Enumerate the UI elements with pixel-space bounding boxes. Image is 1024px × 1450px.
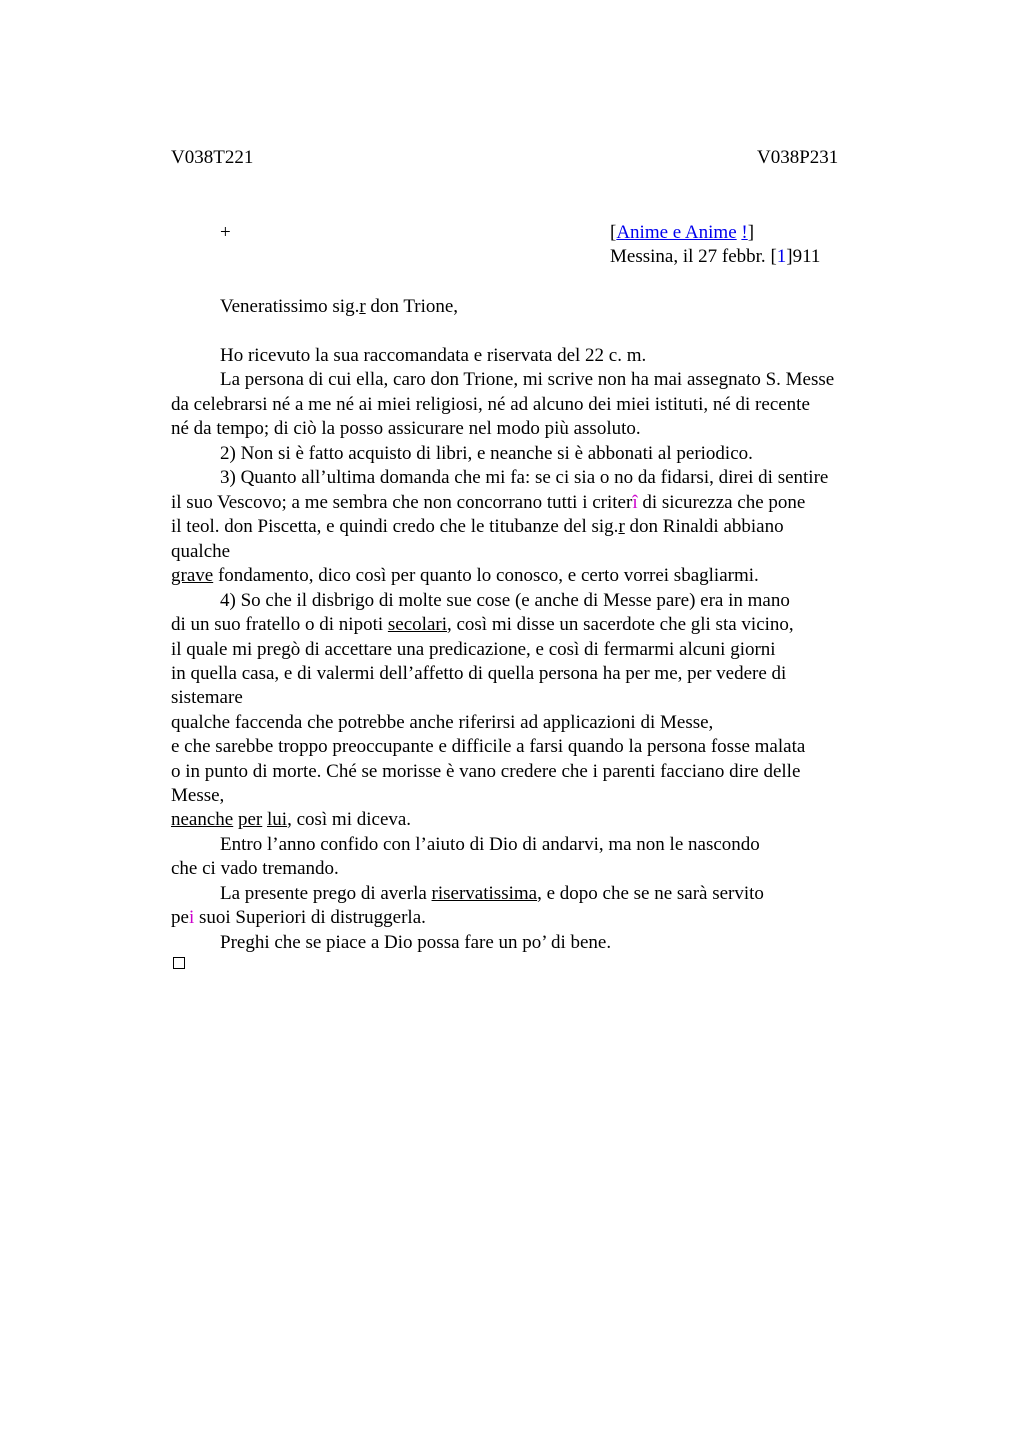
salutation [220, 295, 458, 319]
body-line: qualche faccenda che potrebbe anche riferirsi ad applicazioni di Messe, [171, 712, 714, 733]
letter-title [610, 222, 754, 244]
body-line: Ho ricevuto la sua raccomandata e riservata del 22 c. m. [220, 345, 647, 366]
text-span: , così mi diceva. [287, 809, 412, 830]
body-line [171, 808, 411, 832]
salutation-part: Veneratissimo sig. [220, 296, 360, 317]
body-line [220, 882, 764, 906]
text-span: don Rinaldi abbiano [624, 516, 784, 537]
body-line: Entro l’anno confido con l’aiuto di Dio di andarvi, ma non le nascondo [220, 834, 760, 855]
date-prefix: Messina, il 27 febbr. [610, 246, 771, 267]
salutation-part: don Trione, [365, 296, 459, 317]
salutation-superscript: r [359, 296, 366, 317]
exclaim-link[interactable]: ! [741, 222, 748, 243]
body-line: e che sarebbe troppo preoccupante e difficile a farsi quando la persona fosse malata [171, 736, 806, 757]
body-line: La persona di cui ella, caro don Trione, mi scrive non ha mai assegnato S. Messe [220, 369, 835, 390]
body-line: Messe, [171, 785, 225, 806]
body-line: che ci vado tremando. [171, 858, 339, 879]
underlined-text: neanche [171, 809, 234, 830]
body-line: qualche [171, 541, 231, 562]
underlined-text: grave [171, 565, 214, 586]
text-span: pe [171, 907, 189, 928]
text-span: di sicurezza che pone [637, 492, 806, 513]
text-span: fondamento, dico così per quanto lo conosco, e certo vorrei sbagliarmi. [213, 565, 759, 586]
body-line: in quella casa, e di valermi dell’affetto di quella persona ha per me, per vedere di [171, 663, 787, 684]
close-bracket: ] [747, 222, 755, 243]
open-bracket: [ [610, 222, 617, 243]
body-line: 3) Quanto all’ultima domanda che mi fa: se ci sia o no da fidarsi, direi di sentire [220, 467, 829, 488]
body-line: 4) So che il disbrigo di molte sue cose (e anche di Messe pare) era in mano [220, 590, 790, 611]
underlined-text: r [618, 516, 625, 537]
cross-mark: + [220, 222, 231, 243]
body-line: 2) Non si è fatto acquisto di libri, e neanche si è abbonati al periodico. [220, 443, 753, 464]
text-span: suoi Superiori di distruggerla. [194, 907, 426, 928]
underlined-text: secolari [387, 614, 447, 635]
text-span: , così mi disse un sacerdote che gli sta vicino, [446, 614, 794, 635]
body-line [171, 491, 805, 515]
highlight-char: i [188, 907, 195, 928]
year-open: [ [770, 246, 777, 267]
body-line: né da tempo; di ciò la posso assicurare nel modo più assoluto. [171, 418, 641, 439]
highlight-char: î [632, 492, 638, 513]
text-span: di un suo fratello o di nipoti [171, 614, 388, 635]
body-line: o in punto di morte. Ché se morisse è vano credere che i parenti facciano dire delle [171, 761, 801, 782]
year-rest: ]911 [786, 246, 821, 267]
end-marker-box [173, 957, 185, 969]
body-line: il quale mi pregò di accettare una predicazione, e così di fermarmi alcuni giorni [171, 639, 776, 660]
underlined-text: lui [267, 809, 288, 830]
document-code-left: V038T221 [171, 147, 254, 168]
text-span: La presente prego di averla [220, 883, 432, 904]
underlined-text: riservatissima [431, 883, 538, 904]
text-span: , e dopo che se ne sarà servito [537, 883, 764, 904]
body-line: sistemare [171, 687, 243, 708]
body-line: Preghi che se piace a Dio possa fare un po’ di bene. [220, 932, 612, 953]
body-line: da celebrarsi né a me né ai miei religiosi, né ad alcuno dei miei istituti, né di recente [171, 394, 810, 415]
underlined-text: per [237, 809, 263, 830]
body-line [171, 515, 784, 539]
text-span: il suo Vescovo; a me sembra che non concorrano tutti i criter [171, 492, 633, 513]
body-line [171, 906, 426, 930]
title-link[interactable]: Anime e Anime [616, 222, 737, 243]
document-code-right: V038P231 [757, 147, 839, 168]
body-line [171, 613, 794, 637]
text-span: il teol. don Piscetta, e quindi credo che le titubanze del sig. [171, 516, 619, 537]
letter-date [610, 246, 820, 268]
year-digit-link[interactable]: 1 [776, 246, 787, 267]
body-line [171, 564, 759, 588]
